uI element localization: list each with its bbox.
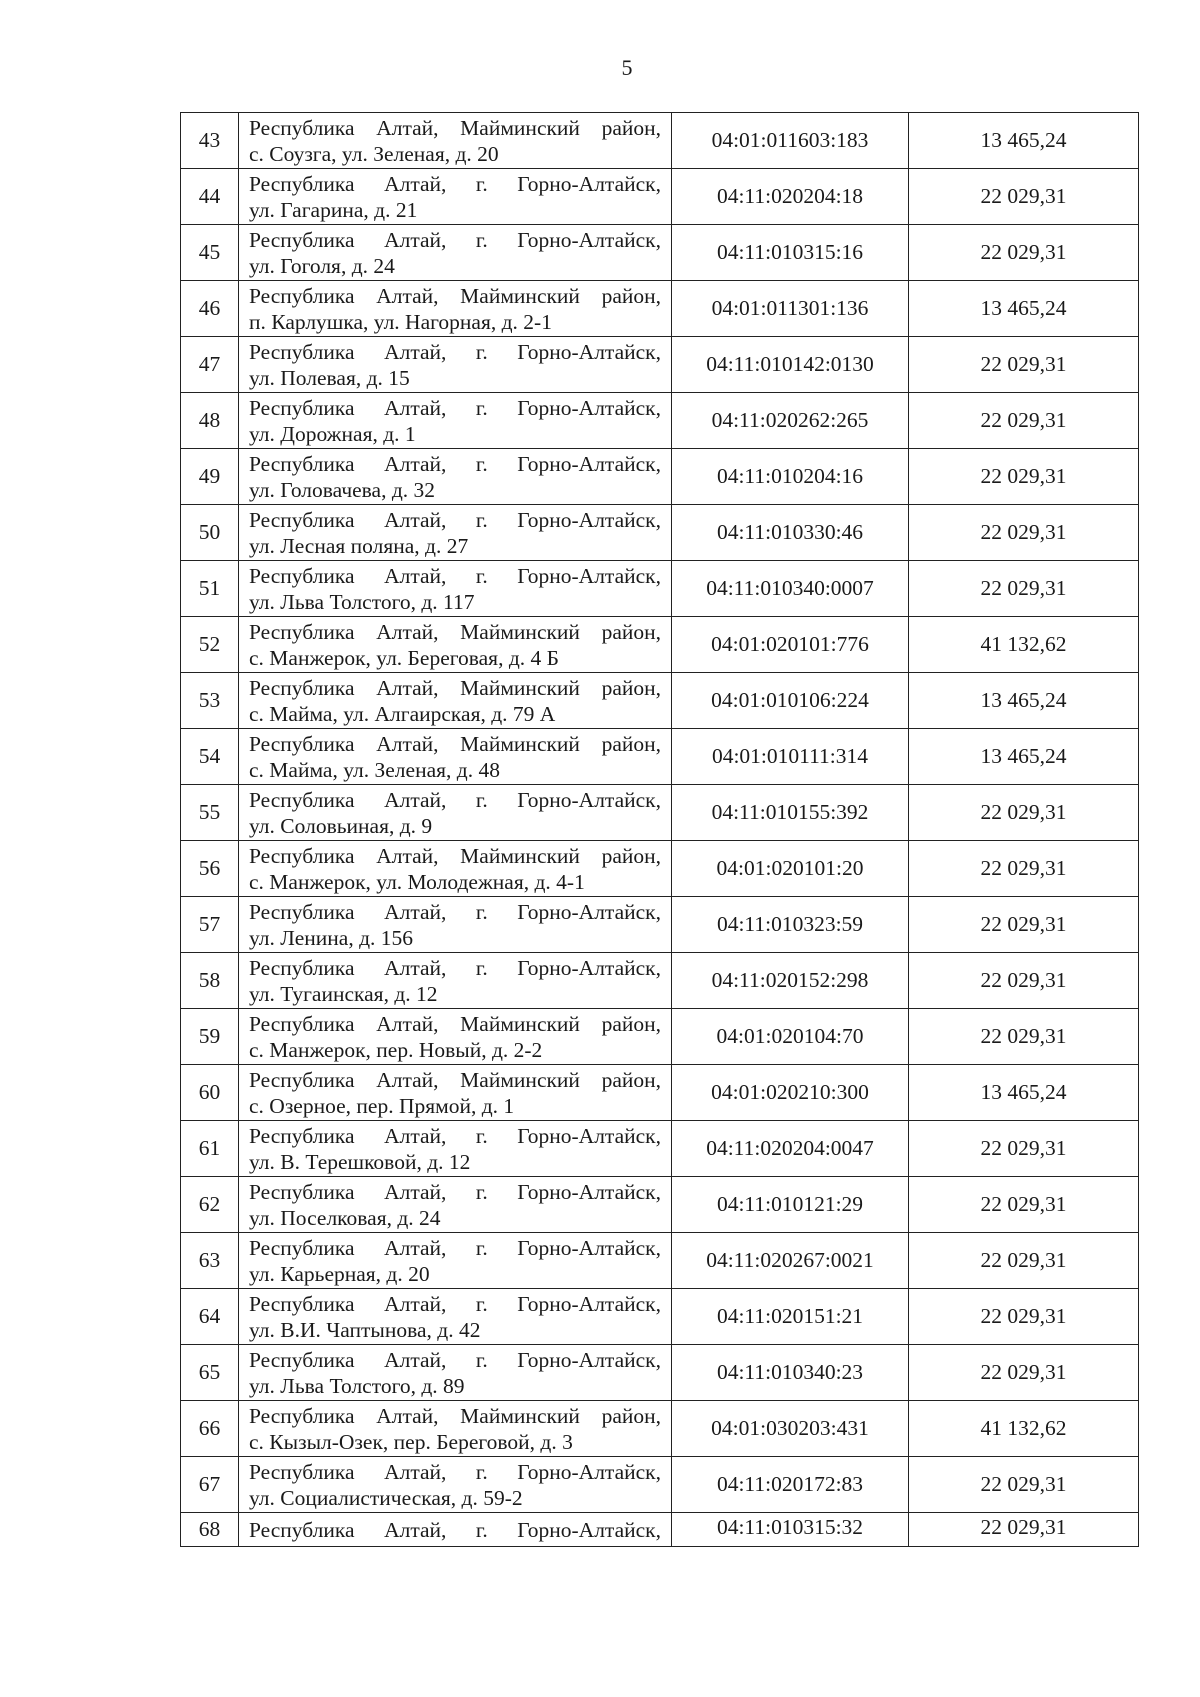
- table-row: [181, 337, 1139, 393]
- address-line-1: Республика Алтай, Майминский район,: [249, 1403, 661, 1428]
- amount: 22 029,31: [909, 1009, 1139, 1065]
- amount: 13 465,24: [909, 281, 1139, 337]
- table-row: [181, 953, 1139, 1009]
- address-line-1: Республика Алтай, г. Горно-Алтайск,: [249, 395, 661, 420]
- address-cell: [239, 561, 672, 617]
- address-cell: [239, 953, 672, 1009]
- address-line-1: Республика Алтай, г. Горно-Алтайск,: [249, 1291, 661, 1316]
- address-line-2: п. Карлушка, ул. Нагорная, д. 2-1: [249, 309, 552, 334]
- amount: 22 029,31: [909, 785, 1139, 841]
- address-line-1: Республика Алтай, Майминский район,: [249, 675, 661, 700]
- table-row: [181, 1177, 1139, 1233]
- row-number: 53: [181, 673, 239, 729]
- cadastral-number: 04:11:010330:46: [672, 505, 909, 561]
- row-number: 55: [181, 785, 239, 841]
- address-cell: [239, 841, 672, 897]
- cadastral-number: 04:01:011301:136: [672, 281, 909, 337]
- row-number: 49: [181, 449, 239, 505]
- amount: 22 029,31: [909, 449, 1139, 505]
- address-cell: [239, 785, 672, 841]
- row-number: 63: [181, 1233, 239, 1289]
- row-number: 50: [181, 505, 239, 561]
- cadastral-number: 04:11:010315:32: [672, 1513, 909, 1547]
- amount: 22 029,31: [909, 1289, 1139, 1345]
- amount: 22 029,31: [909, 225, 1139, 281]
- amount: 22 029,31: [909, 1345, 1139, 1401]
- address-cell: [239, 1177, 672, 1233]
- row-number: 45: [181, 225, 239, 281]
- address-line-1: Республика Алтай, г. Горно-Алтайск,: [249, 563, 661, 588]
- amount: 22 029,31: [909, 841, 1139, 897]
- address-cell: [239, 113, 672, 169]
- cadastral-number: 04:01:010106:224: [672, 673, 909, 729]
- address-line-1: Республика Алтай, г. Горно-Алтайск,: [249, 339, 661, 364]
- cadastral-number: 04:11:010315:16: [672, 225, 909, 281]
- row-number: 65: [181, 1345, 239, 1401]
- address-line-1: Республика Алтай, Майминский район,: [249, 1067, 661, 1092]
- address-line-2: ул. Дорожная, д. 1: [249, 421, 416, 446]
- table-row: [181, 505, 1139, 561]
- amount: 13 465,24: [909, 729, 1139, 785]
- amount: 22 029,31: [909, 337, 1139, 393]
- row-number: 47: [181, 337, 239, 393]
- address-line-2: с. Майма, ул. Зеленая, д. 48: [249, 757, 500, 782]
- address-line-2: ул. Ленина, д. 156: [249, 925, 414, 950]
- address-cell: [239, 393, 672, 449]
- table-row: [181, 1457, 1139, 1513]
- table-row: [181, 561, 1139, 617]
- row-number: 52: [181, 617, 239, 673]
- address-line-1: Республика Алтай, г. Горно-Алтайск,: [249, 1347, 661, 1372]
- amount: 13 465,24: [909, 673, 1139, 729]
- cadastral-number: 04:11:020267:0021: [672, 1233, 909, 1289]
- row-number: 56: [181, 841, 239, 897]
- address-line-2: ул. Лесная поляна, д. 27: [249, 533, 469, 558]
- table-row: [181, 897, 1139, 953]
- amount: 22 029,31: [909, 1513, 1139, 1547]
- table-row: [181, 617, 1139, 673]
- address-line-2: ул. Льва Толстого, д. 117: [249, 589, 475, 614]
- cadastral-number: 04:11:010323:59: [672, 897, 909, 953]
- amount: 22 029,31: [909, 1233, 1139, 1289]
- address-line-1: Республика Алтай, г. Горно-Алтайск,: [249, 899, 661, 924]
- row-number: 61: [181, 1121, 239, 1177]
- cadastral-number: 04:11:010121:29: [672, 1177, 909, 1233]
- address-line-2: с. Манжерок, пер. Новый, д. 2-2: [249, 1037, 543, 1062]
- cadastral-number: 04:11:010142:0130: [672, 337, 909, 393]
- table-row: [181, 113, 1139, 169]
- property-table: [180, 112, 1139, 1547]
- amount: 41 132,62: [909, 1401, 1139, 1457]
- address-line-1: Республика Алтай, г. Горно-Алтайск,: [249, 227, 661, 252]
- address-line-2: ул. Карьерная, д. 20: [249, 1261, 430, 1286]
- cadastral-number: 04:11:020151:21: [672, 1289, 909, 1345]
- address-cell: [239, 281, 672, 337]
- address-line-2: ул. Гоголя, д. 24: [249, 253, 395, 278]
- amount: 22 029,31: [909, 561, 1139, 617]
- address-line-1: Республика Алтай, Майминский район,: [249, 619, 661, 644]
- table-row: [181, 1233, 1139, 1289]
- address-cell: [239, 1009, 672, 1065]
- row-number: 46: [181, 281, 239, 337]
- address-line-1: Республика Алтай, г. Горно-Алтайск,: [249, 451, 661, 476]
- table-row: [181, 1513, 1139, 1547]
- address-cell: [239, 1233, 672, 1289]
- address-line-1: Республика Алтай, г. Горно-Алтайск,: [249, 787, 661, 812]
- row-number: 48: [181, 393, 239, 449]
- row-number: 58: [181, 953, 239, 1009]
- amount: 41 132,62: [909, 617, 1139, 673]
- address-line-2: с. Озерное, пер. Прямой, д. 1: [249, 1093, 515, 1118]
- amount: 22 029,31: [909, 953, 1139, 1009]
- address-line-2: ул. Льва Толстого, д. 89: [249, 1373, 465, 1398]
- table-row: [181, 393, 1139, 449]
- table-row: [181, 1065, 1139, 1121]
- address-cell: [239, 505, 672, 561]
- cadastral-number: 04:11:020152:298: [672, 953, 909, 1009]
- cadastral-number: 04:11:010155:392: [672, 785, 909, 841]
- amount: 22 029,31: [909, 169, 1139, 225]
- table-row: [181, 729, 1139, 785]
- address-line-2: с. Соузга, ул. Зеленая, д. 20: [249, 141, 499, 166]
- address-cell: [239, 897, 672, 953]
- address-cell: [239, 1457, 672, 1513]
- cadastral-number: 04:11:020262:265: [672, 393, 909, 449]
- address-line-1: Республика Алтай, г. Горно-Алтайск,: [249, 1179, 661, 1204]
- address-line-1: Республика Алтай, Майминский район,: [249, 1011, 661, 1036]
- address-cell: [239, 673, 672, 729]
- cadastral-number: 04:11:010340:0007: [672, 561, 909, 617]
- address-cell: [239, 1289, 672, 1345]
- amount: 22 029,31: [909, 505, 1139, 561]
- address-line-2: ул. Социалистическая, д. 59-2: [249, 1485, 523, 1510]
- cadastral-number: 04:11:020204:0047: [672, 1121, 909, 1177]
- cadastral-number: 04:11:020172:83: [672, 1457, 909, 1513]
- table-row: [181, 1121, 1139, 1177]
- amount: 13 465,24: [909, 113, 1139, 169]
- address-cell: [239, 169, 672, 225]
- row-number: 62: [181, 1177, 239, 1233]
- cadastral-number: 04:01:010111:314: [672, 729, 909, 785]
- cadastral-number: 04:01:030203:431: [672, 1401, 909, 1457]
- address-line-1: Республика Алтай, Майминский район,: [249, 843, 661, 868]
- row-number: 57: [181, 897, 239, 953]
- address-line-2: ул. В. Терешковой, д. 12: [249, 1149, 471, 1174]
- table-row: [181, 1009, 1139, 1065]
- address-line-1: Республика Алтай, Майминский район,: [249, 115, 661, 140]
- address-cell: [239, 1121, 672, 1177]
- table-row: [181, 281, 1139, 337]
- property-table-body: [181, 113, 1139, 1547]
- table-row: [181, 785, 1139, 841]
- amount: 13 465,24: [909, 1065, 1139, 1121]
- address-line-1: Республика Алтай, Майминский район,: [249, 731, 661, 756]
- row-number: 59: [181, 1009, 239, 1065]
- row-number: 43: [181, 113, 239, 169]
- table-row: [181, 169, 1139, 225]
- row-number: 64: [181, 1289, 239, 1345]
- amount: 22 029,31: [909, 393, 1139, 449]
- address-line-2: ул. В.И. Чаптынова, д. 42: [249, 1317, 481, 1342]
- amount: 22 029,31: [909, 897, 1139, 953]
- row-number: 51: [181, 561, 239, 617]
- address-cell: [239, 1065, 672, 1121]
- amount: 22 029,31: [909, 1457, 1139, 1513]
- row-number: 54: [181, 729, 239, 785]
- table-row: [181, 673, 1139, 729]
- address-line-1: Республика Алтай, г. Горно-Алтайск,: [249, 955, 661, 980]
- table-row: [181, 1345, 1139, 1401]
- address-cell: [239, 729, 672, 785]
- address-cell: [239, 225, 672, 281]
- address-line-2: с. Кызыл-Озек, пер. Береговой, д. 3: [249, 1429, 573, 1454]
- address-line-1: Республика Алтай, Майминский район,: [249, 283, 661, 308]
- address-line-1: Республика Алтай, г. Горно-Алтайск,: [249, 1123, 661, 1148]
- cadastral-number: 04:01:020210:300: [672, 1065, 909, 1121]
- cadastral-number: 04:01:011603:183: [672, 113, 909, 169]
- address-line-2: ул. Полевая, д. 15: [249, 365, 410, 390]
- address-line-2: ул. Соловьиная, д. 9: [249, 813, 433, 838]
- address-cell: [239, 1345, 672, 1401]
- address-cell: [239, 617, 672, 673]
- table-row: [181, 225, 1139, 281]
- address-cell: [239, 1401, 672, 1457]
- row-number: 66: [181, 1401, 239, 1457]
- address-cell: [239, 449, 672, 505]
- address-line-2: ул. Тугаинская, д. 12: [249, 981, 438, 1006]
- amount: 22 029,31: [909, 1177, 1139, 1233]
- address-cell: [239, 337, 672, 393]
- address-line-1: Республика Алтай, г. Горно-Алтайск,: [249, 171, 661, 196]
- address-line-2: с. Манжерок, ул. Молодежная, д. 4-1: [249, 869, 585, 894]
- address-line-2: с. Майма, ул. Алгаирская, д. 79 А: [249, 701, 556, 726]
- page-number: 5: [621, 55, 633, 80]
- address-line-2: ул. Гагарина, д. 21: [249, 197, 418, 222]
- cadastral-number: 04:01:020101:776: [672, 617, 909, 673]
- address-line-1: Республика Алтай, г. Горно-Алтайск,: [249, 1235, 661, 1260]
- cadastral-number: 04:01:020101:20: [672, 841, 909, 897]
- table-row: [181, 1289, 1139, 1345]
- cadastral-number: 04:11:010204:16: [672, 449, 909, 505]
- cadastral-number: 04:11:020204:18: [672, 169, 909, 225]
- cadastral-number: 04:01:020104:70: [672, 1009, 909, 1065]
- cadastral-number: 04:11:010340:23: [672, 1345, 909, 1401]
- table-row: [181, 841, 1139, 897]
- amount: 22 029,31: [909, 1121, 1139, 1177]
- address-line-1: Республика Алтай, г. Горно-Алтайск,: [249, 1517, 661, 1542]
- table-row: [181, 1401, 1139, 1457]
- address-line-2: с. Манжерок, ул. Береговая, д. 4 Б: [249, 645, 559, 670]
- address-cell: [239, 1513, 672, 1547]
- address-line-1: Республика Алтай, г. Горно-Алтайск,: [249, 1459, 661, 1484]
- table-row: [181, 449, 1139, 505]
- address-line-2: ул. Поселковая, д. 24: [249, 1205, 441, 1230]
- row-number: 44: [181, 169, 239, 225]
- row-number: 60: [181, 1065, 239, 1121]
- address-line-2: ул. Головачева, д. 32: [249, 477, 436, 502]
- row-number: 68: [181, 1513, 239, 1547]
- address-line-1: Республика Алтай, г. Горно-Алтайск,: [249, 507, 661, 532]
- row-number: 67: [181, 1457, 239, 1513]
